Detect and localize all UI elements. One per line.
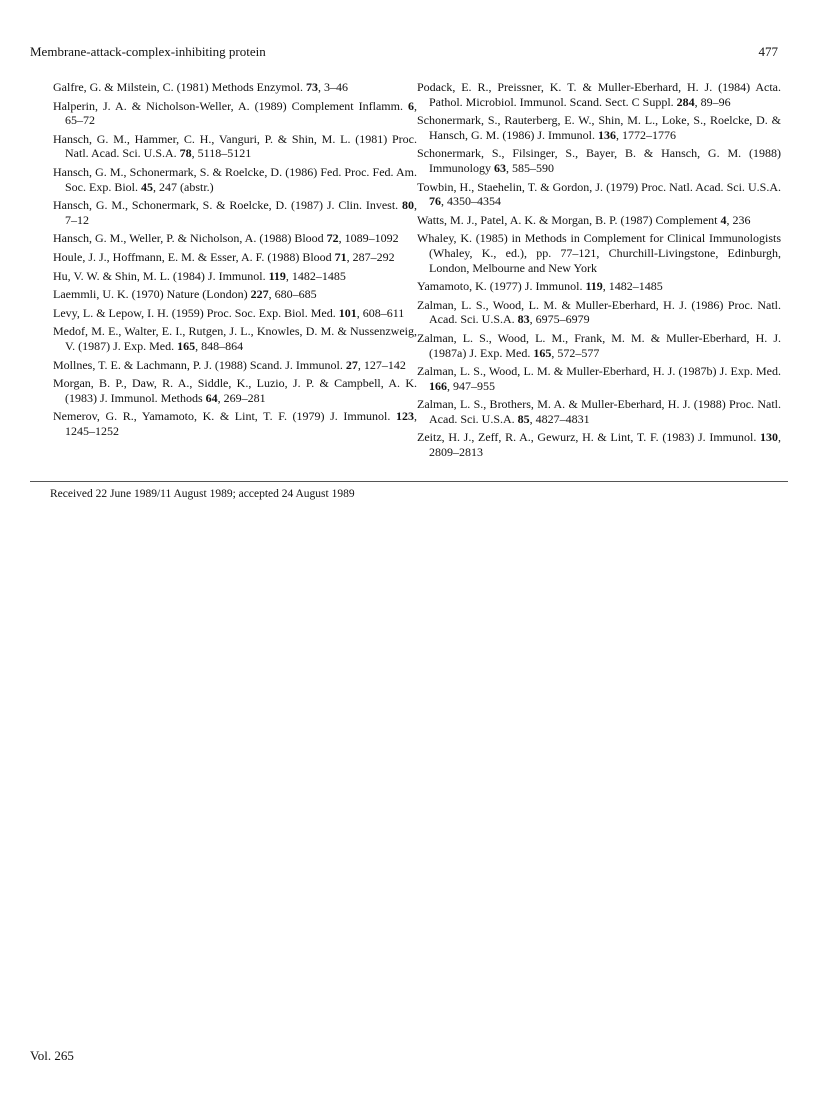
reference-volume: 45 xyxy=(141,179,154,194)
reference-citation: Morgan, B. P., Daw, R. A., Siddle, K., Luzio, J. P. & Campbell, A. K. (1983) J. Immunol. Methods xyxy=(53,376,417,405)
reference-citation: Hansch, G. M., Weller, P. & Nicholson, A. (1988) Blood xyxy=(53,231,327,246)
reference-pages: , 2809–2813 xyxy=(429,430,781,460)
reference-citation: Galfre, G. & Milstein, C. (1981) Methods Enzymol. xyxy=(53,80,306,94)
reference-entry xyxy=(53,80,417,95)
reference-pages: , 89–96 xyxy=(694,94,731,109)
reference-citation: Mollnes, T. E. & Lachmann, P. J. (1988) Scand. J. Immunol. xyxy=(53,357,346,372)
reference-pages: , 680–685 xyxy=(268,287,317,302)
reference-pages: , 127–142 xyxy=(357,357,406,372)
reference-entry xyxy=(417,213,781,228)
reference-entry xyxy=(417,180,781,209)
reference-volume: 136 xyxy=(597,127,616,142)
reference-volume: 78 xyxy=(179,146,192,161)
page-number: 477 xyxy=(758,44,778,59)
section-divider xyxy=(30,481,788,482)
reference-volume: 166 xyxy=(429,378,447,393)
reference-citation: Zalman, L. S., Brothers, M. A. & Muller-Eberhard, H. J. (1988) Proc. Natl. Acad. Sci. U.S.A. xyxy=(417,397,781,426)
reference-entry xyxy=(53,324,417,353)
reference-entry xyxy=(53,358,417,373)
reference-citation: Podack, E. R., Preissner, K. T. & Muller-Eberhard, H. J. (1984) Acta. Pathol. Microbiol. Immunol. Scand. Sect. C Suppl. xyxy=(417,80,781,109)
reference-entry xyxy=(417,146,781,175)
reference-citation: Laemmli, U. K. (1970) Nature (London) xyxy=(53,287,251,302)
reference-entry xyxy=(53,231,417,246)
reference-pages: , 1482–1485 xyxy=(602,279,663,294)
reference-pages: , 4827–4831 xyxy=(529,411,590,426)
reference-volume: 227 xyxy=(250,287,269,302)
reference-volume: 101 xyxy=(338,305,357,320)
reference-entry xyxy=(53,165,417,194)
reference-citation: Nemerov, G. R., Yamamoto, K. & Lint, T. F. (1979) J. Immunol. xyxy=(53,409,396,424)
reference-citation: Whaley, K. (1985) in Methods in Complement for Clinical Immunologists (Whaley, K., ed.), pp. 77–121, Churchill-Livingstone, Edinburgh, London, Melbourne and New York xyxy=(417,231,781,275)
reference-volume: 27 xyxy=(345,357,358,372)
reference-citation: Hansch, G. M., Schonermark, S. & Roelcke, D. (1987) J. Clin. Invest. xyxy=(53,198,402,213)
reference-volume: 85 xyxy=(517,411,530,426)
reference-entry xyxy=(417,430,781,459)
reference-pages: , 269–281 xyxy=(217,390,266,405)
reference-citation: Levy, L. & Lepow, I. H. (1959) Proc. Soc. Exp. Biol. Med. xyxy=(53,305,339,320)
reference-pages: , 247 (abstr.) xyxy=(153,179,214,194)
reference-pages: , 1245–1252 xyxy=(65,409,417,438)
reference-citation: Hu, V. W. & Shin, M. L. (1984) J. Immunol. xyxy=(53,268,269,283)
reference-entry xyxy=(53,376,417,405)
reference-citation: Schonermark, S., Filsinger, S., Bayer, B. & Hansch, G. M. (1988) Immunology xyxy=(417,146,781,175)
reference-pages: , 65–72 xyxy=(65,98,417,128)
reference-pages: , 947–955 xyxy=(447,378,495,393)
reference-volume: 76 xyxy=(429,194,441,209)
reference-pages: , 608–611 xyxy=(356,305,405,320)
reference-citation: Watts, M. J., Patel, A. K. & Morgan, B. P. (1987) Complement xyxy=(417,212,721,227)
reference-citation: Towbin, H., Staehelin, T. & Gordon, J. (1979) Proc. Natl. Acad. Sci. U.S.A. xyxy=(417,179,781,194)
running-title: Membrane-attack-complex-inhibiting protein xyxy=(30,44,266,59)
reference-citation: Hansch, G. M., Hammer, C. H., Vanguri, P. & Shin, M. L. (1981) Proc. Natl. Acad. Sci. U.S.A. xyxy=(53,131,417,161)
references-right-column xyxy=(417,80,781,464)
reference-entry xyxy=(53,287,417,302)
reference-volume: 130 xyxy=(760,430,778,445)
reference-volume: 165 xyxy=(177,338,196,353)
reference-pages: , 1482–1485 xyxy=(285,268,346,283)
reference-volume: 165 xyxy=(533,345,552,360)
reference-pages: , 236 xyxy=(726,212,751,227)
reference-pages: , 4350–4354 xyxy=(441,194,501,209)
reference-entry xyxy=(53,306,417,321)
reference-volume: 73 xyxy=(305,80,318,94)
reference-volume: 83 xyxy=(517,312,530,327)
reference-entry xyxy=(53,269,417,284)
reference-volume: 71 xyxy=(334,249,347,264)
received-dates: Received 22 June 1989/11 August 1989; accepted 24 August 1989 xyxy=(50,488,355,500)
reference-citation: Zalman, L. S., Wood, L. M. & Muller-Eberhard, H. J. (1986) Proc. Natl. Acad. Sci. U.S.A. xyxy=(417,297,781,327)
reference-entry xyxy=(417,80,781,109)
reference-volume: 4 xyxy=(720,212,727,227)
reference-citation: Hansch, G. M., Schonermark, S. & Roelcke, D. (1986) Fed. Proc. Fed. Am. Soc. Exp. Biol. xyxy=(53,164,417,194)
reference-entry xyxy=(53,250,417,265)
reference-pages: , 287–292 xyxy=(346,249,395,264)
reference-volume: 119 xyxy=(268,268,286,283)
reference-pages: , 1772–1776 xyxy=(615,127,676,142)
reference-entry xyxy=(417,397,781,426)
reference-entry xyxy=(417,298,781,327)
reference-entry xyxy=(417,113,781,142)
volume-label: Vol. 265 xyxy=(30,1048,74,1063)
reference-pages: , 848–864 xyxy=(195,338,244,353)
reference-volume: 72 xyxy=(326,231,339,246)
reference-pages: , 7–12 xyxy=(65,198,417,227)
reference-volume: 123 xyxy=(396,409,414,424)
reference-citation: Zalman, L. S., Wood, L. M., Frank, M. M. & Muller-Eberhard, H. J. (1987a) J. Exp. Med. xyxy=(417,330,781,360)
reference-entry xyxy=(417,364,781,393)
reference-volume: 64 xyxy=(205,390,218,405)
reference-entry xyxy=(417,279,781,294)
reference-pages: , 6975–6979 xyxy=(529,312,590,327)
reference-citation: Zalman, L. S., Wood, L. M. & Muller-Eberhard, H. J. (1987b) J. Exp. Med. xyxy=(417,364,781,379)
reference-citation: Yamamoto, K. (1977) J. Immunol. xyxy=(417,279,586,294)
reference-volume: 119 xyxy=(585,279,603,294)
reference-citation: Schonermark, S., Rauterberg, E. W., Shin, M. L., Loke, S., Roelcke, D. & Hansch, G. M. (1986) J. Immunol. xyxy=(417,113,781,142)
reference-entry xyxy=(417,331,781,360)
reference-entry xyxy=(53,409,417,438)
reference-entry xyxy=(417,231,781,275)
reference-citation: Medof, M. E., Walter, E. I., Rutgen, J. L., Knowles, D. M. & Nussenzweig, V. (1987) J. Exp. Med. xyxy=(53,324,417,353)
reference-pages: , 572–577 xyxy=(551,345,600,360)
reference-volume: 63 xyxy=(494,160,506,175)
reference-citation: Halperin, J. A. & Nicholson-Weller, A. (1989) Complement Inflamm. xyxy=(53,98,408,113)
reference-pages: , 585–590 xyxy=(506,160,554,175)
reference-pages: , 5118–5121 xyxy=(191,146,252,161)
reference-citation: Zeitz, H. J., Zeff, R. A., Gewurz, H. & Lint, T. F. (1983) J. Immunol. xyxy=(417,430,760,445)
reference-citation: Houle, J. J., Hoffmann, E. M. & Esser, A. F. (1988) Blood xyxy=(53,249,335,264)
reference-entry xyxy=(53,198,417,227)
reference-entry xyxy=(53,99,417,128)
reference-volume: 80 xyxy=(402,198,414,213)
references-left-column xyxy=(53,80,417,442)
reference-pages: , 3–46 xyxy=(317,80,348,94)
reference-volume: 6 xyxy=(408,98,414,113)
reference-pages: , 1089–1092 xyxy=(338,231,399,246)
reference-entry xyxy=(53,132,417,161)
reference-volume: 284 xyxy=(676,94,695,109)
